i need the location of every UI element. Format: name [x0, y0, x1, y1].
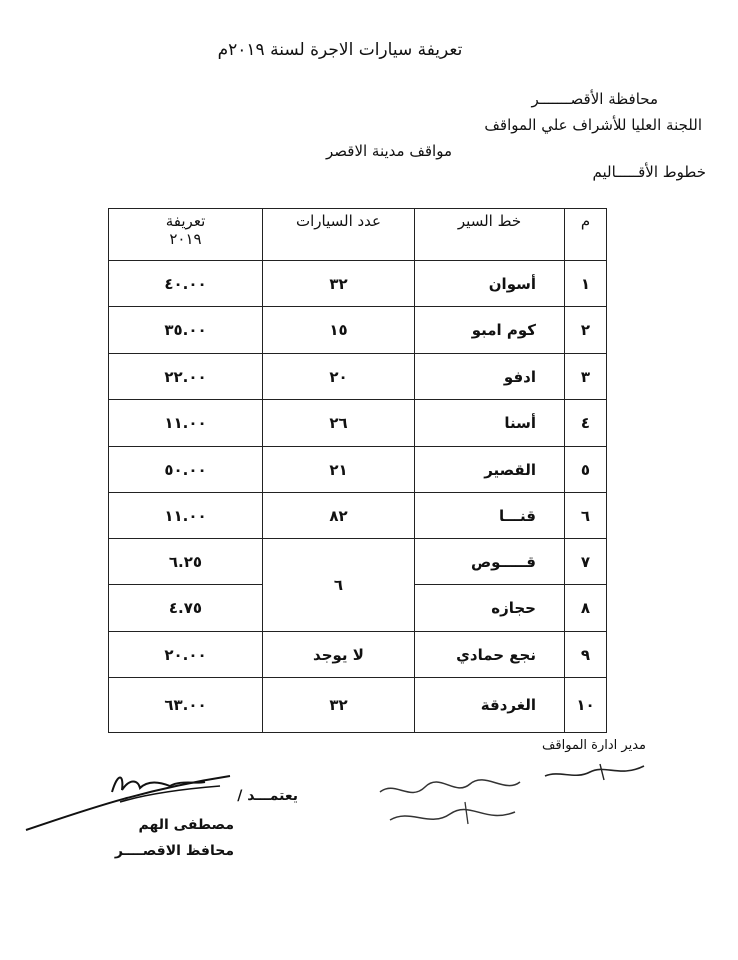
cell-route: أسنا	[415, 400, 565, 447]
header-cars: عدد السيارات	[263, 209, 415, 261]
cell-route: قنـــا	[415, 493, 565, 539]
cell-no: ٦	[565, 493, 607, 539]
cell-cars: ١٥	[263, 307, 415, 354]
committee-heading: اللجنة العليا للأشراف علي المواقف	[484, 116, 702, 134]
cell-cars-merged: ٦	[263, 539, 415, 632]
cell-no: ٤	[565, 400, 607, 447]
manager-signature	[540, 758, 650, 788]
cell-no: ٩	[565, 632, 607, 678]
document-title: تعريفة سيارات الاجرة لسنة ٢٠١٩م	[217, 40, 463, 60]
cell-cars: ٢١	[263, 447, 415, 493]
cell-fare: ٤٠.٠٠	[109, 261, 263, 307]
cell-cars: ٢٦	[263, 400, 415, 447]
cell-no: ١٠	[565, 678, 607, 733]
handwritten-note	[370, 772, 530, 832]
cell-cars: ٣٢	[263, 261, 415, 307]
table-row	[109, 261, 607, 307]
governorate-heading: محافظة الأقصـــــــر	[531, 90, 658, 108]
cell-fare: ٤.٧٥	[109, 585, 263, 632]
governor-title: محافظ الاقصــــر	[114, 843, 234, 859]
cell-fare: ٦٣.٠٠	[109, 678, 263, 733]
cell-fare: ٦.٢٥	[109, 539, 263, 585]
table-row	[109, 539, 607, 585]
cell-no: ٥	[565, 447, 607, 493]
cell-cars: ٢٠	[263, 354, 415, 400]
cell-cars: ٨٢	[263, 493, 415, 539]
cell-route: نجع حمادي	[415, 632, 565, 678]
cell-fare: ٥٠.٠٠	[109, 447, 263, 493]
cell-route: ادفو	[415, 354, 565, 400]
table-row	[109, 493, 607, 539]
table-row	[109, 678, 607, 733]
header-fare-line2: ٢٠١٩	[169, 230, 202, 248]
table-row	[109, 307, 607, 354]
table-row	[109, 632, 607, 678]
table-row	[109, 400, 607, 447]
cell-no: ١	[565, 261, 607, 307]
header-route: خط السير	[415, 209, 565, 261]
cell-fare: ٢٢.٠٠	[109, 354, 263, 400]
traffic-manager-label: مدير ادارة المواقف	[541, 738, 646, 753]
cell-fare: ١١.٠٠	[109, 400, 263, 447]
cell-route: القصير	[415, 447, 565, 493]
table-header-row	[109, 209, 607, 261]
cell-fare: ٣٥.٠٠	[109, 307, 263, 354]
cell-route: كوم امبو	[415, 307, 565, 354]
header-no: م	[565, 209, 607, 261]
governor-name: مصطفى الهم	[138, 817, 234, 833]
cell-cars: ٣٢	[263, 678, 415, 733]
table-row	[109, 354, 607, 400]
cell-route: أسوان	[415, 261, 565, 307]
cell-no: ٧	[565, 539, 607, 585]
cell-route: قـــــوص	[415, 539, 565, 585]
cell-route: حجازه	[415, 585, 565, 632]
lines-heading: خطوط الأقـــــاليم	[592, 163, 706, 181]
cell-no: ٣	[565, 354, 607, 400]
header-fare	[109, 209, 263, 261]
approval-label: يعتمـــد /	[237, 788, 298, 804]
cell-cars: لا يوجد	[263, 632, 415, 678]
fare-table	[108, 208, 607, 733]
cell-fare: ٢٠.٠٠	[109, 632, 263, 678]
cell-fare: ١١.٠٠	[109, 493, 263, 539]
stations-heading: مواقف مدينة الاقصر	[325, 142, 452, 160]
table-row	[109, 447, 607, 493]
header-fare-line1: تعريفة	[165, 212, 206, 230]
cell-no: ٨	[565, 585, 607, 632]
cell-no: ٢	[565, 307, 607, 354]
cell-route: الغردقة	[415, 678, 565, 733]
